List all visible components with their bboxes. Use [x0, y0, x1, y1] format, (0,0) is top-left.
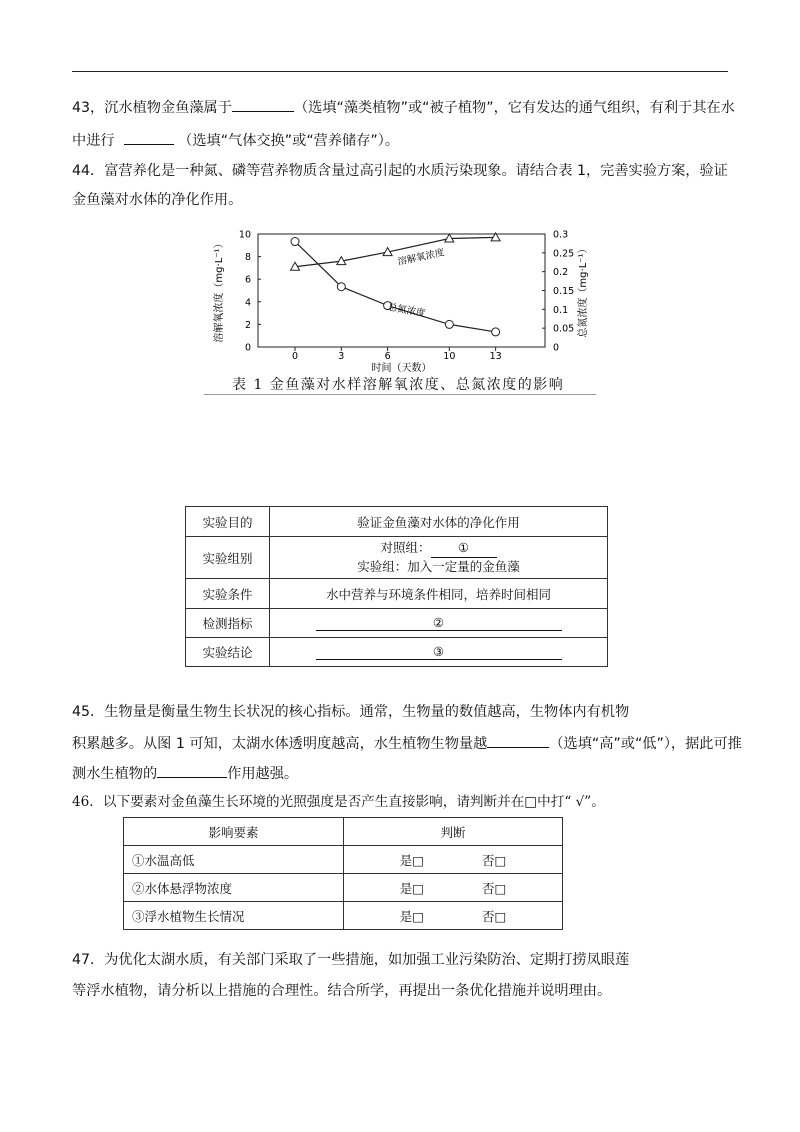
yes-checkbox-1[interactable]: 是□	[399, 852, 424, 868]
right-tick-label: 0.2	[553, 267, 569, 279]
experimental-group-text: 实验组：加入一定量的金鱼藻	[357, 559, 520, 574]
left-tick-label: 6	[244, 274, 251, 286]
no-checkbox-1[interactable]: 否□	[482, 852, 507, 868]
judgement-2	[344, 874, 563, 902]
x-tick-label: 3	[338, 351, 345, 362]
right-tick-label: 0	[553, 342, 560, 354]
q43-text-c: 中进行	[72, 133, 115, 149]
q45-text-a: 积累越多。从图 1 可知，太湖水体透明度越高，水生植物生物量越	[72, 736, 488, 752]
row-label-conditions: 实验条件	[186, 579, 270, 609]
row-value-purpose: 验证金鱼藻对水体的净化作用	[270, 507, 608, 537]
circle-point	[492, 328, 500, 336]
plot-frame	[258, 234, 545, 347]
header-judgement: 判断	[344, 818, 563, 846]
factor-3: ③浮水植物生长情况	[124, 902, 344, 930]
chart-caption: 表 1 金鱼藻对水样溶解氧浓度、总氮浓度的影响	[232, 377, 565, 393]
circle-point	[445, 320, 453, 328]
x-axis-label: 时间（天数）	[371, 363, 432, 374]
left-tick-label: 10	[238, 229, 251, 241]
left-tick-label: 0	[244, 342, 251, 354]
judgement-3	[344, 902, 563, 930]
right-tick-label: 0.15	[553, 286, 575, 297]
row-label-groups: 实验组别	[186, 537, 270, 579]
factor-2: ②水体悬浮物浓度	[124, 874, 344, 902]
row-label-conclusion: 实验结论	[186, 638, 270, 667]
q44-line1: 44．富营养化是一种氮、磷等营养物质含量过高引起的水质污染现象。请结合表 1，完善实验方案，验证	[72, 163, 728, 179]
left-tick-label: 4	[244, 297, 251, 309]
left-tick-label: 2	[244, 319, 251, 331]
left-tick-label: 8	[244, 252, 251, 264]
right-tick-label: 0.25	[553, 248, 575, 260]
q43-line2	[72, 130, 399, 151]
blank-1[interactable]: ①	[431, 539, 497, 558]
row-value-conclusion	[270, 638, 608, 667]
right-axis-label: 总氮浓度（mg·L⁻¹）	[578, 243, 589, 338]
q45-line1: 45．生物量是衡量生物生长状况的核心指标。通常，生物量的数值越高，生物体内有机物	[72, 704, 630, 720]
right-tick-label: 0.05	[553, 323, 575, 335]
oxygen-series-label: 溶解氧浓度	[396, 247, 446, 268]
left-axis-label: 溶解氧浓度（mg·L⁻¹）	[214, 238, 225, 343]
caption-rule	[204, 394, 596, 395]
q45-text-d: 作用越强。	[227, 766, 299, 782]
q46-text: 46．以下要素对金鱼藻生长环境的光照强度是否产生直接影响，请判断并在□中打“ √”。	[72, 794, 605, 810]
q47-line2: 等浮水植物，请分析以上措施的合理性。结合所学，再提出一条优化措施并说明理由。	[72, 983, 612, 999]
nitrogen-series-label: 总氮浓度	[386, 301, 427, 320]
q43-text-b: （选填“藻类植物”或“被子植物”，它有发达的通气组织，有利于其在水	[293, 100, 735, 116]
blank-2[interactable]: ②	[316, 615, 562, 631]
row-value-indicator	[270, 609, 608, 638]
q43-blank-1[interactable]	[232, 97, 294, 112]
no-checkbox-3[interactable]: 否□	[482, 908, 507, 924]
header-factor: 影响要素	[124, 818, 344, 846]
experiment-table	[185, 506, 608, 667]
q45-line3	[72, 763, 298, 784]
q43-text-a: 43，沉水植物金鱼藻属于	[72, 100, 232, 116]
row-label-indicator: 检测指标	[186, 609, 270, 638]
row-value-conditions: 水中营养与环境条件相同，培养时间相同	[270, 579, 608, 609]
q45-text-b: （选填“高”或“低”），据此可推	[549, 736, 742, 752]
circle-point	[337, 283, 345, 291]
row-value-groups	[270, 537, 608, 579]
right-tick-label: 0.3	[553, 229, 569, 241]
row-label-purpose: 实验目的	[186, 507, 270, 537]
judgement-1	[344, 846, 563, 874]
x-tick-label: 6	[384, 351, 391, 362]
circle-point	[291, 238, 299, 246]
q44-line2: 金鱼藻对水体的净化作用。	[72, 192, 243, 208]
q45-text-c: 测水生植物的	[72, 766, 158, 782]
q45-line2	[72, 733, 742, 754]
q43-text-d: （选填“气体交换”或“营养储存”）。	[178, 133, 400, 149]
factor-1: ①水温高低	[124, 846, 344, 874]
blank-3[interactable]: ③	[316, 644, 562, 660]
q47-line1: 47．为优化太湖水质，有关部门采取了一些措施，如加强工业污染防治、定期打捞凤眼莲	[72, 952, 630, 968]
line-chart	[200, 226, 600, 374]
factor-table	[123, 817, 563, 930]
q45-blank-2[interactable]	[157, 763, 227, 778]
q43-blank-2[interactable]	[124, 130, 174, 145]
yes-checkbox-2[interactable]: 是□	[399, 880, 424, 896]
x-tick-label: 13	[489, 351, 502, 362]
series-line-nitrogen	[295, 242, 496, 332]
no-checkbox-2[interactable]: 否□	[482, 880, 507, 896]
header-rule	[72, 71, 728, 72]
q43-line1	[72, 97, 735, 118]
control-group-label: 对照组：	[380, 540, 431, 555]
yes-checkbox-3[interactable]: 是□	[399, 908, 424, 924]
q45-blank-1[interactable]	[487, 733, 549, 748]
series-line-oxygen	[295, 237, 496, 266]
x-tick-label: 10	[443, 351, 456, 362]
right-tick-label: 0.1	[553, 304, 569, 316]
x-tick-label: 0	[292, 351, 299, 362]
